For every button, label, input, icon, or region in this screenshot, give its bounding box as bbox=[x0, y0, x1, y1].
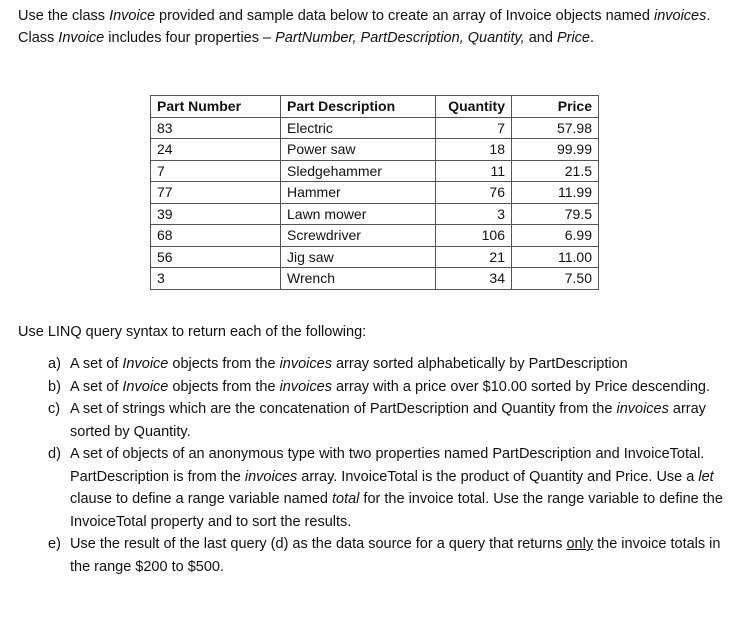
table-row bbox=[151, 182, 599, 204]
task-d: d) A set of objects of an anonymous type with two properties named PartDescription and InvoiceTotal. PartDescription is from the invoices array. InvoiceTotal is the product of Quantity and Price. Use a let clause to define a range variable named total for the invoice total. Use the range variable to define the InvoiceTotal property and to sort the results. bbox=[18, 443, 728, 533]
header-part-description: Part Description bbox=[281, 96, 436, 118]
cell-part-number: 77 bbox=[151, 182, 281, 204]
cell-price: 57.98 bbox=[512, 117, 599, 139]
table-row bbox=[151, 160, 599, 182]
cell-part-description: Wrench bbox=[281, 268, 436, 290]
cell-part-description: Power saw bbox=[281, 139, 436, 161]
task-letter: d) bbox=[48, 446, 61, 462]
table-row bbox=[151, 139, 599, 161]
task-letter: b) bbox=[48, 378, 61, 395]
task-list bbox=[18, 353, 728, 578]
intro-paragraph bbox=[18, 5, 728, 49]
cell-part-number: 39 bbox=[151, 203, 281, 225]
cell-part-number: 68 bbox=[151, 225, 281, 247]
cell-quantity: 7 bbox=[436, 117, 512, 139]
cell-price: 7.50 bbox=[512, 268, 599, 290]
cell-price: 99.99 bbox=[512, 139, 599, 161]
cell-price: 79.5 bbox=[512, 203, 599, 225]
cell-quantity: 106 bbox=[436, 225, 512, 247]
cell-quantity: 18 bbox=[436, 139, 512, 161]
header-quantity: Quantity bbox=[436, 96, 512, 118]
task-letter: e) bbox=[48, 536, 61, 552]
cell-part-description: Lawn mower bbox=[281, 203, 436, 225]
header-price: Price bbox=[512, 96, 599, 118]
cell-part-number: 83 bbox=[151, 117, 281, 139]
invoice-data-table bbox=[150, 95, 599, 290]
cell-price: 11.00 bbox=[512, 246, 599, 268]
cell-quantity: 34 bbox=[436, 268, 512, 290]
task-e: e) Use the result of the last query (d) as the data source for a query that returns only the invoice totals in the range $200 to $500. bbox=[18, 533, 728, 578]
cell-part-description: Electric bbox=[281, 117, 436, 139]
linq-lead: Use LINQ query syntax to return each of the following: bbox=[18, 324, 367, 340]
table-row bbox=[151, 203, 599, 225]
cell-part-description: Jig saw bbox=[281, 246, 436, 268]
task-a: a) A set of Invoice objects from the invoices array sorted alphabetically by PartDescription bbox=[18, 353, 728, 376]
task-b: b) A set of Invoice objects from the invoices array with a price over $10.00 sorted by Price descending. bbox=[18, 376, 728, 399]
cell-price: 6.99 bbox=[512, 225, 599, 247]
cell-part-number: 3 bbox=[151, 268, 281, 290]
task-c: c) A set of strings which are the concatenation of PartDescription and Quantity from the invoices array sorted by Quantity. bbox=[18, 398, 728, 443]
cell-quantity: 21 bbox=[436, 246, 512, 268]
cell-quantity: 76 bbox=[436, 182, 512, 204]
cell-part-description: Sledgehammer bbox=[281, 160, 436, 182]
class-name: Invoice bbox=[109, 8, 156, 24]
cell-part-description: Screwdriver bbox=[281, 225, 436, 247]
intro-text: Use the class Invoice provided and sample data below to create an array of Invoice objects named invoices. Class Invoice includes four properties – PartNumber, PartDescription, Quantity, and Price. bbox=[18, 8, 711, 46]
array-name: invoices bbox=[653, 8, 707, 24]
task-letter: a) bbox=[48, 356, 61, 372]
header-part-number: Part Number bbox=[151, 96, 281, 118]
property-list: PartNumber, PartDescription, Quantity, bbox=[275, 30, 525, 46]
table-header-row bbox=[151, 96, 599, 118]
task-letter: c) bbox=[48, 401, 61, 417]
cell-part-number: 7 bbox=[151, 160, 281, 182]
cell-quantity: 11 bbox=[436, 160, 512, 182]
property-price: Price bbox=[556, 30, 590, 46]
cell-price: 11.99 bbox=[512, 182, 599, 204]
table-row bbox=[151, 268, 599, 290]
table-row bbox=[151, 225, 599, 247]
linq-instructions bbox=[18, 321, 728, 578]
cell-part-description: Hammer bbox=[281, 182, 436, 204]
table-row bbox=[151, 246, 599, 268]
cell-part-number: 24 bbox=[151, 139, 281, 161]
cell-part-number: 56 bbox=[151, 246, 281, 268]
cell-price: 21.5 bbox=[512, 160, 599, 182]
class-name: Invoice bbox=[58, 30, 105, 46]
cell-quantity: 3 bbox=[436, 203, 512, 225]
table-row bbox=[151, 117, 599, 139]
